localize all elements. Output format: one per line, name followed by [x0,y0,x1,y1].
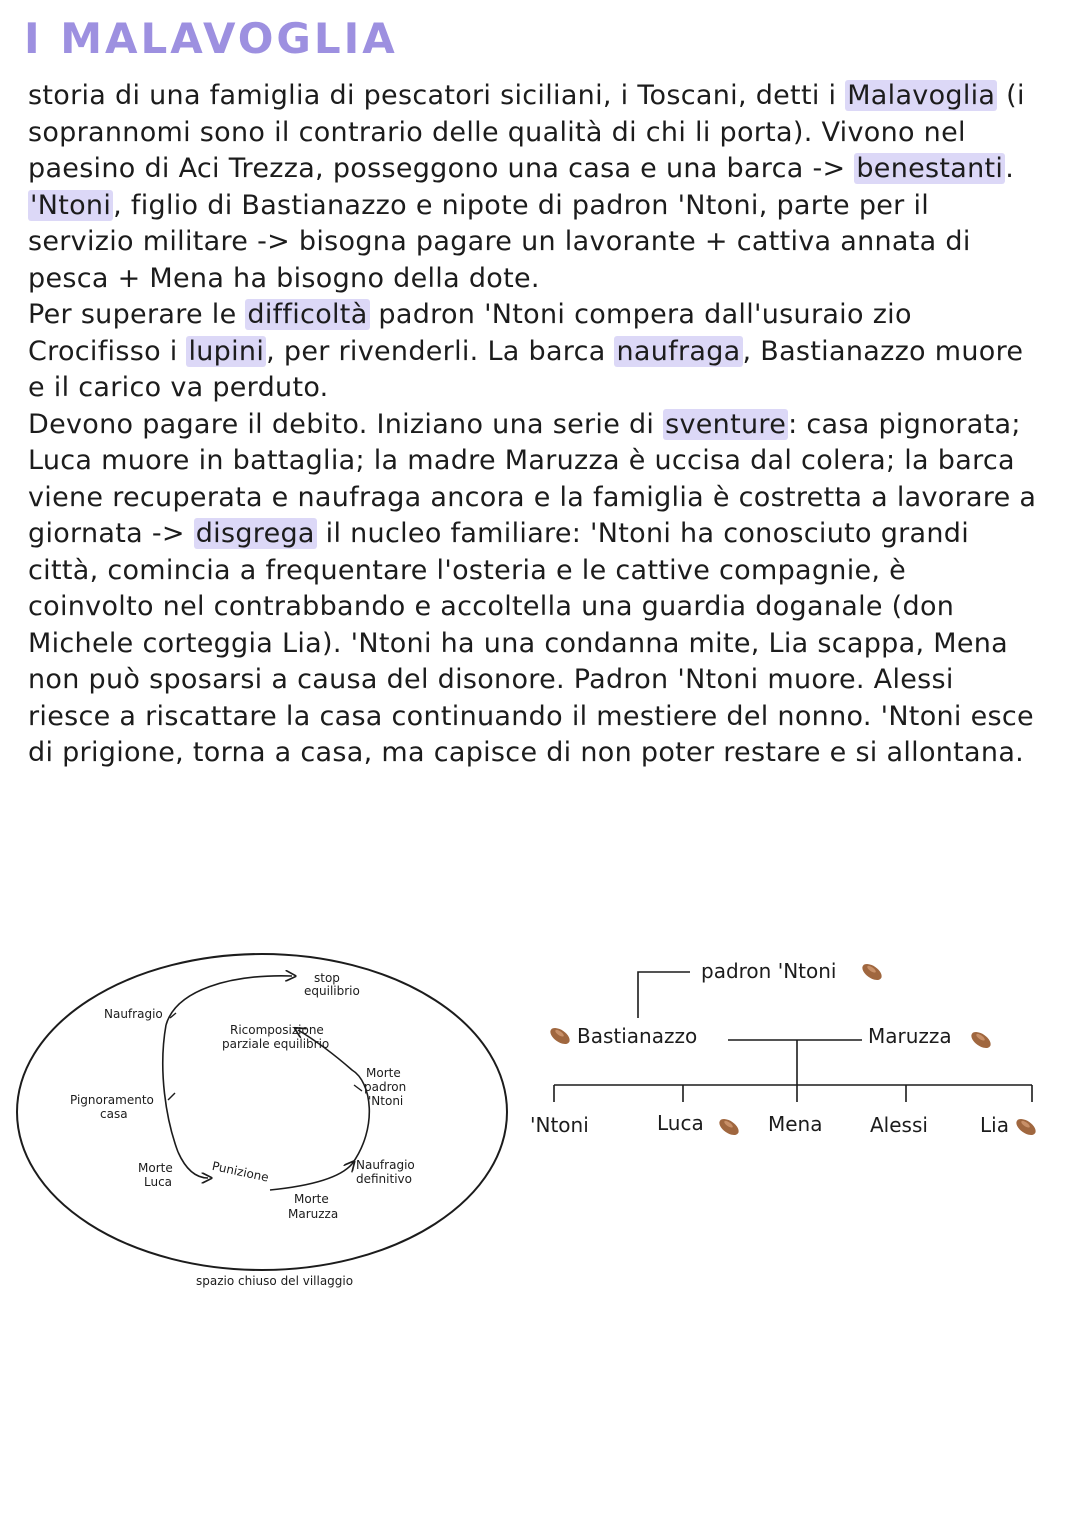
label-morte-padron-2: padron [364,1080,407,1094]
cycle-arrow [166,976,292,1025]
text-span: il nucleo familiare: 'Ntoni ha conosciuto grandi città, comincia a frequentare l'osteria e le cattive compagnie, è coinvolto nel contrabbando e accoltella una guardia doganale (don Michele corteggia Lia). 'Ntoni ha una condanna mite, Lia scappa, Mena non può sposarsi a causa del disonore. Padron 'Ntoni muore. Alessi riesce a riscattare la casa continuando il mestiere del nonno. 'Ntoni esce di prigione, torna a casa, ma capisce di non poter restare e si allontana. [28,518,1034,768]
lupino-icon [548,1025,573,1047]
highlight-benestanti: benestanti [856,153,1004,184]
member-maruzza: Maruzza [868,1024,952,1048]
cycle-arrow [163,1025,178,1152]
label-morte-maruzza-2: Maruzza [288,1207,339,1221]
tree-line [638,972,690,1018]
paragraph-sventure [28,407,1038,772]
label-morte-maruzza: Morte [294,1192,329,1206]
lupino-icon [717,1116,742,1138]
tree-line [554,1085,1032,1102]
highlight-ntoni: 'Ntoni [30,189,112,221]
label-naufragio-def-2: definitivo [356,1172,412,1186]
village-ellipse [17,954,507,1270]
label-parziale: parziale equilibrio [222,1037,330,1051]
label-morte-luca-2: Luca [144,1175,173,1189]
text-span: padron 'Ntoni compera dall'usuraio zio Crocifisso i [28,299,912,367]
paragraph-ntoni [28,188,1038,298]
diagrams-area [0,930,1080,1330]
cycle-caption: spazio chiuso del villaggio [196,1274,354,1288]
member-alessi: Alessi [870,1113,928,1137]
text-span: : casa pignorata; Luca muore in battaglia; la madre Maruzza è uccisa dal colera; la barca viene recuperata e naufraga ancora e la famiglia è costretta a lavorare a giornata -> [28,408,1037,549]
member-mena: Mena [768,1112,823,1136]
label-stop: stop [314,971,340,985]
label-morte-padron: Morte [366,1066,401,1080]
lupino-icon [860,961,885,983]
paragraph-lupini [28,297,1038,407]
paragraph-intro [28,78,1038,188]
cycle-arrow [168,1093,175,1100]
label-ricomposizione: Ricomposizione [230,1023,324,1037]
highlight-lupini: lupini [188,335,265,367]
lupino-icon [1014,1116,1039,1138]
member-bastianazzo: Bastianazzo [577,1024,698,1048]
cycle-arrow [270,1164,352,1190]
highlight-malavoglia: Malavoglia [847,80,996,111]
summary-text [28,78,1038,772]
text-span: . [1005,153,1015,184]
label-equilibrio: equilibrio [304,984,360,998]
text-span: (i soprannomi sono il contrario delle qualità di chi li porta). Vivono nel paesino di Aci Trezza, posseggono una casa e una barca -> [28,80,1025,184]
member-lia: Lia [980,1113,1009,1137]
label-casa: casa [100,1107,128,1121]
highlight-disgrega: disgrega [195,518,315,549]
highlight-naufraga: naufraga [616,335,741,367]
text-span: , per rivenderli. La barca [266,335,615,367]
text-span: , Bastianazzo muore e il carico va perduto. [28,335,1024,403]
page-title: I MALAVOGLIA [24,14,398,63]
member-padron-ntoni: padron 'Ntoni [701,959,837,983]
label-naufragio: Naufragio [104,1007,163,1021]
highlight-difficolta: difficoltà [247,299,368,330]
lupino-icon [969,1029,994,1051]
label-punizione: Punizione [210,1158,270,1185]
label-morte-padron-3: 'Ntoni [368,1094,404,1108]
cycle-diagram [17,954,507,1288]
family-tree [530,959,1038,1138]
text-span: storia di una famiglia di pescatori siciliani, i Toscani, detti i [28,80,846,111]
member-luca: Luca [657,1111,704,1135]
text-span: Devono pagare il debito. Iniziano una serie di [28,408,664,440]
cycle-arrow [178,1152,208,1178]
label-pignoramento: Pignoramento [70,1093,154,1107]
label-naufragio-def: Naufragio [356,1158,415,1172]
highlight-sventure: sventure [665,408,787,440]
cycle-arrow [354,1085,362,1091]
member-ntoni: 'Ntoni [530,1113,589,1137]
text-span: , figlio di Bastianazzo e nipote di padron 'Ntoni, parte per il servizio militare -> bisogna pagare un lavorante + cattiva annata di pesca + Mena ha bisogno della dote. [28,189,971,294]
text-span: Per superare le [28,299,246,330]
label-morte-luca: Morte [138,1161,173,1175]
